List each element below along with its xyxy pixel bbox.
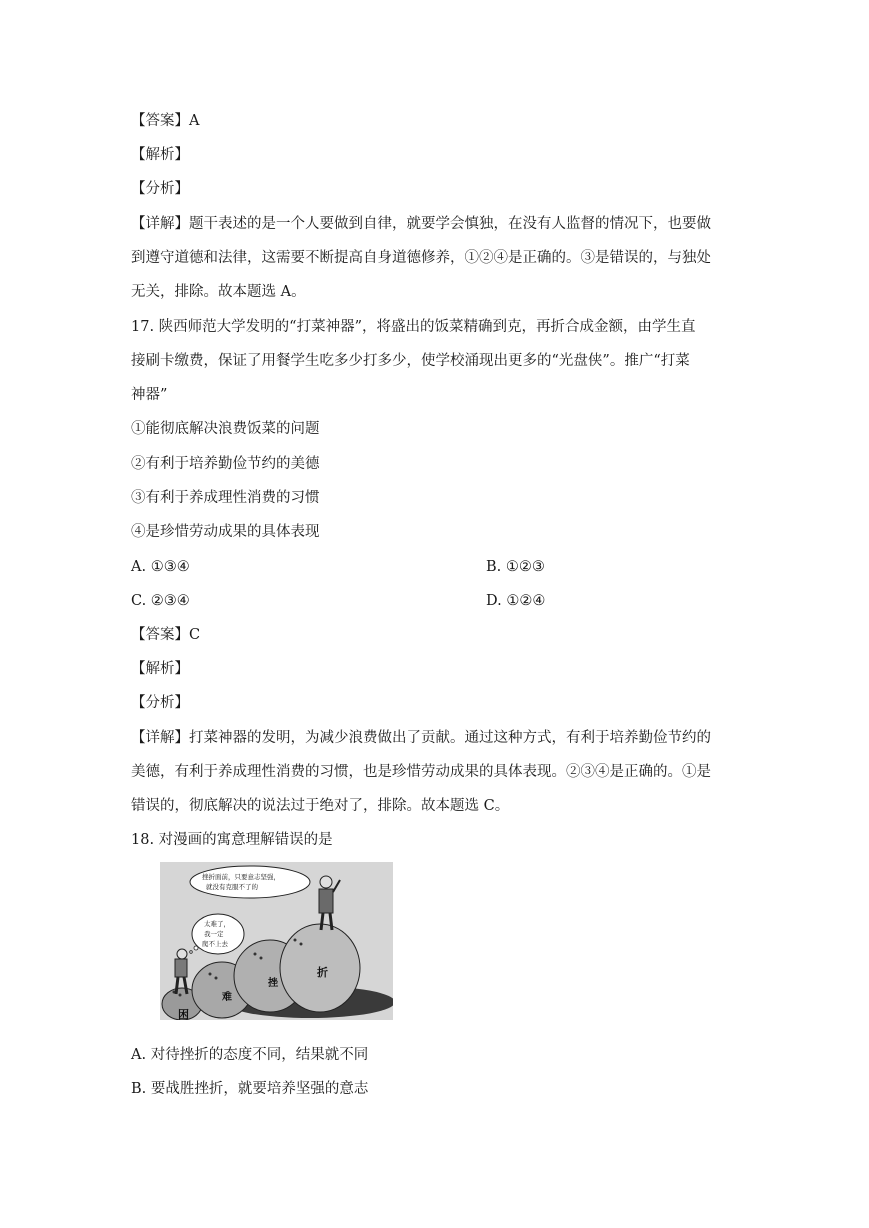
q17-option-a: A. ①③④ (131, 559, 190, 575)
rock-label-nan: 难 (222, 992, 232, 1003)
q16-fenxi-heading: 【分析】 (131, 181, 189, 197)
bubble-left-line-2: 我一定 (204, 930, 224, 938)
bubble-left-line-3: 爬不上去 (202, 940, 228, 948)
rock-label-cuo: 挫 (268, 978, 278, 989)
q17-detail-line-1: 【详解】打菜神器的发明，为减少浪费做出了贡献。通过这种方式，有利于培养勤俭节约的 (131, 730, 711, 746)
bubble-top-line-1: 挫折面前，只要意志坚强， (202, 873, 280, 881)
q16-answer: 【答案】A (131, 113, 200, 129)
bubble-top-line-2: 就没有克服不了的 (206, 883, 258, 891)
q17-detail-line-2: 美德，有利于养成理性消费的习惯，也是珍惜劳动成果的具体表现。②③④是正确的。①是 (131, 764, 711, 780)
q18-stem: 18. 对漫画的寓意理解错误的是 (131, 832, 333, 848)
q17-fenxi-heading: 【分析】 (131, 695, 189, 711)
q17-option-c: C. ②③④ (131, 593, 190, 609)
q17-option-d: D. ①②④ (486, 593, 546, 609)
q18-option-a: A. 对待挫折的态度不同，结果就不同 (131, 1047, 369, 1063)
q17-statement-4: ④是珍惜劳动成果的具体表现 (131, 524, 320, 540)
q17-stem-line-3: 神器” (131, 387, 168, 403)
q17-stem-line-2: 接刷卡缴费，保证了用餐学生吃多少打多少，使学校涌现出更多的“光盘侠”。推广“打菜 (131, 353, 690, 369)
q17-option-b: B. ①②③ (486, 559, 545, 575)
q17-statement-1: ①能彻底解决浪费饭菜的问题 (131, 421, 320, 437)
q17-answer: 【答案】C (131, 627, 201, 643)
bubble-left-line-1: 太难了， (204, 920, 230, 928)
q17-analysis-heading: 【解析】 (131, 661, 189, 677)
q17-stem-line-1: 17. 陕西师范大学发明的“打菜神器”，将盛出的饭菜精确到克，再折合成金额，由学生直 (131, 319, 696, 335)
q16-analysis-heading: 【解析】 (131, 147, 189, 163)
q16-detail-line-3: 无关，排除。故本题选 A。 (131, 284, 306, 300)
rock-label-zhe: 折 (317, 966, 328, 979)
q17-statement-2: ②有利于培养勤俭节约的美德 (131, 456, 320, 472)
q16-detail-line-2: 到遵守道德和法律，这需要不断提高自身道德修养，①②④是正确的。③是错误的，与独处 (131, 250, 711, 266)
q18-option-b: B. 要战胜挫折，就要培养坚强的意志 (131, 1081, 369, 1097)
bubble-top (190, 866, 310, 898)
q16-detail-line-1: 【详解】题干表述的是一个人要做到自律，就要学会慎独，在没有人监督的情况下，也要做 (131, 216, 711, 232)
q17-detail-line-3: 错误的，彻底解决的说法过于绝对了，排除。故本题选 C。 (131, 798, 510, 814)
rock-label-kun: 困 (178, 1008, 189, 1020)
cartoon-figure (160, 862, 393, 1020)
q17-statement-3: ③有利于养成理性消费的习惯 (131, 490, 320, 506)
